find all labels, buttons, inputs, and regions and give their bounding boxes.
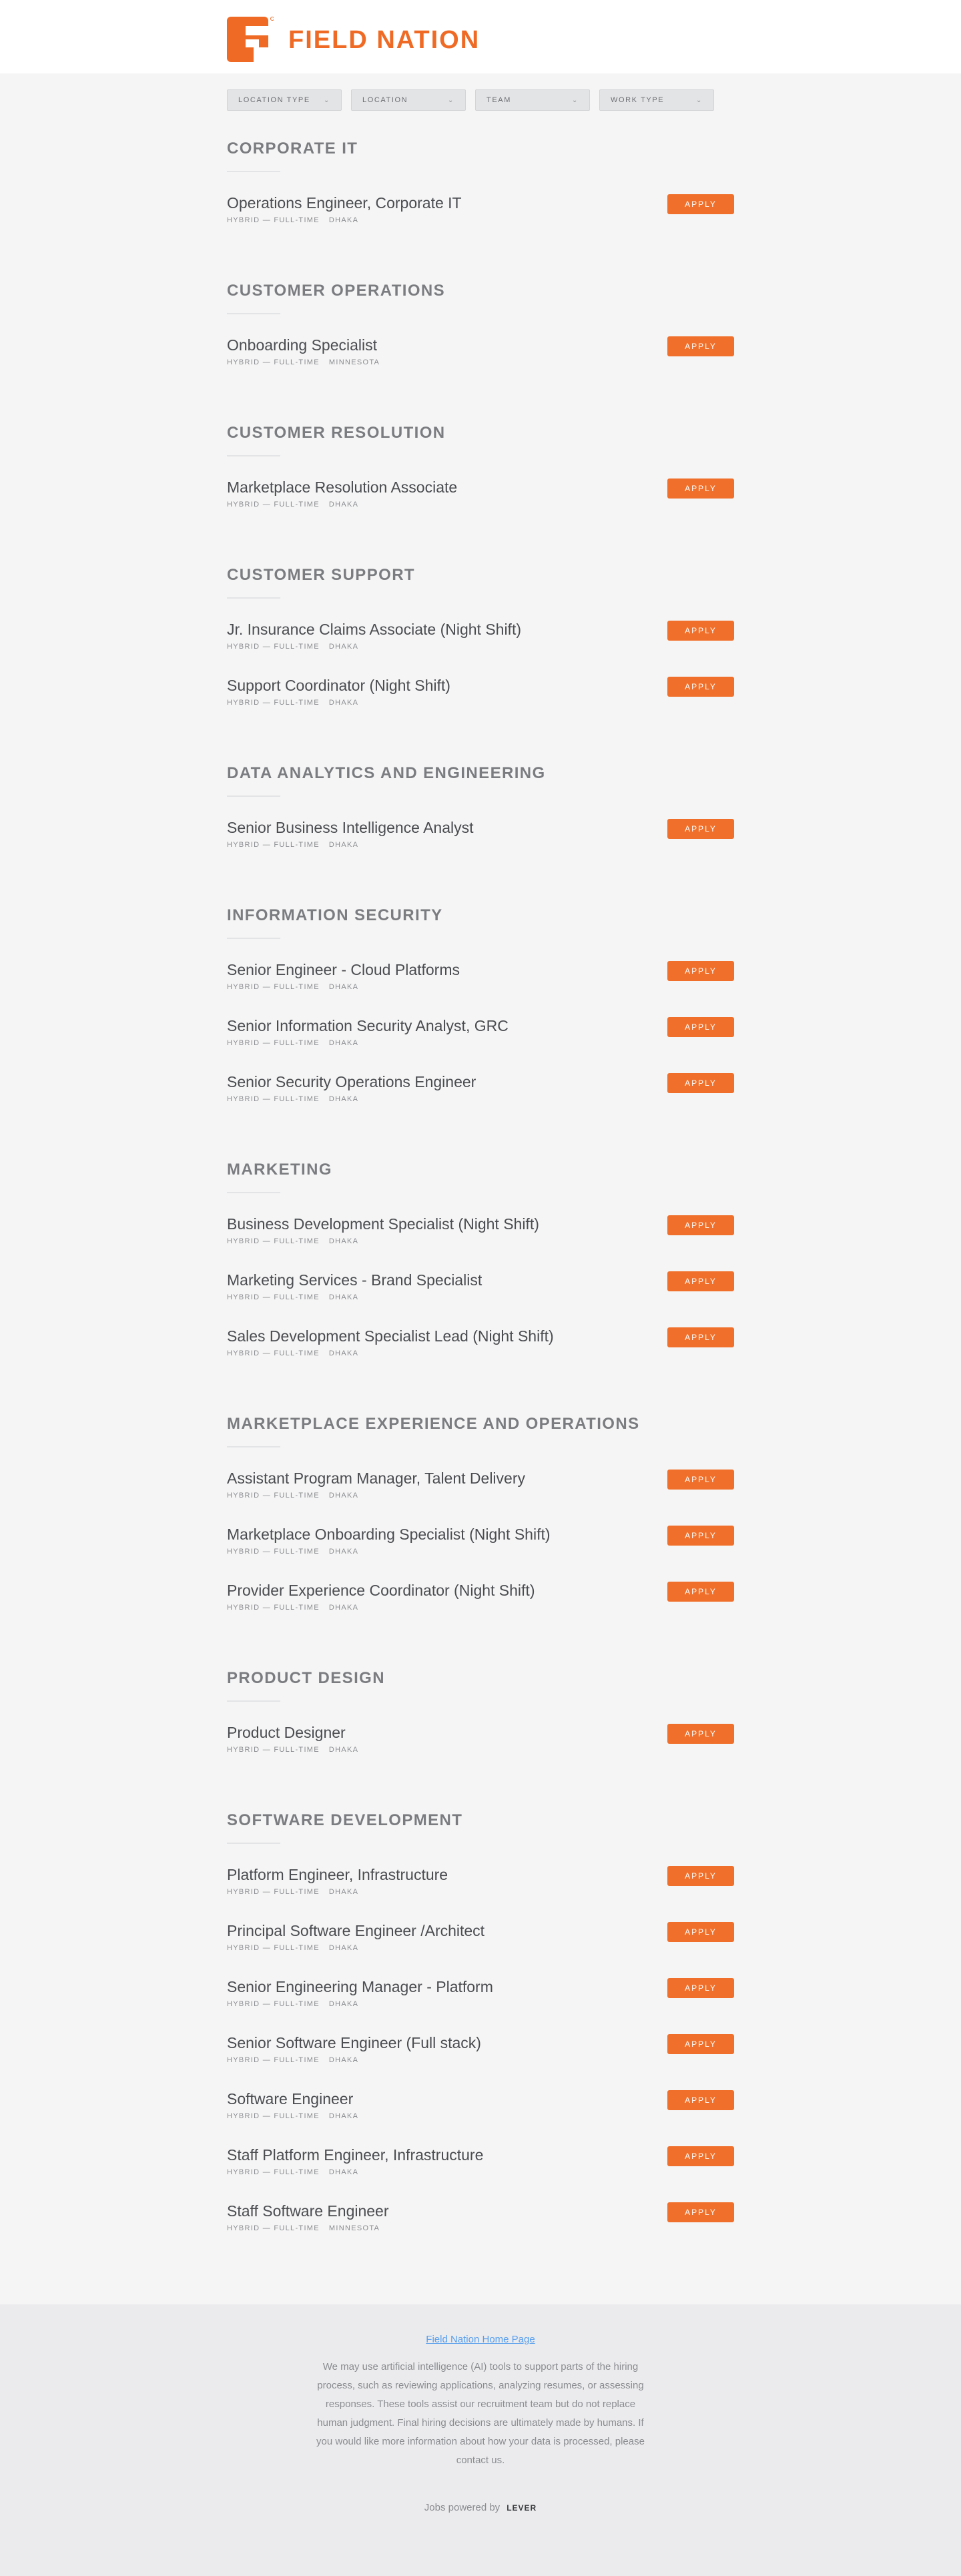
posting [227, 1072, 734, 1128]
apply-button[interactable]: APPLY [667, 1271, 734, 1291]
posting-meta [227, 1293, 734, 1301]
posting [227, 1468, 734, 1524]
posting [227, 1977, 734, 2033]
group-divider [227, 1446, 280, 1447]
filter-label: TEAM [487, 96, 511, 104]
posting [227, 818, 734, 874]
posting-location: MINNESOTA [328, 358, 380, 366]
filter-location[interactable] [351, 89, 466, 111]
posting-meta [227, 2168, 734, 2176]
posting-meta [227, 1492, 734, 1500]
group-spacer [227, 391, 734, 411]
posting-commitment: HYBRID — FULL-TIME [227, 2224, 320, 2232]
posting-commitment: HYBRID — FULL-TIME [227, 2112, 320, 2120]
posting-commitment: HYBRID — FULL-TIME [227, 2000, 320, 2008]
posting-title[interactable]: Marketing Services - Brand Specialist [227, 1271, 483, 1289]
group-title: SOFTWARE DEVELOPMENT [227, 1811, 463, 1829]
apply-button[interactable]: APPLY [667, 2202, 734, 2222]
apply-button[interactable]: APPLY [667, 1017, 734, 1037]
apply-button[interactable]: APPLY [667, 1866, 734, 1886]
posting [227, 1326, 734, 1382]
group-spacer [227, 249, 734, 269]
apply-button[interactable]: APPLY [667, 1215, 734, 1235]
posting-meta [227, 2056, 734, 2064]
posting-location: DHAKA [328, 983, 359, 991]
group-divider [227, 597, 280, 599]
powered-by-label: Jobs powered by [424, 2502, 501, 2513]
lever-logo[interactable]: LEVER [507, 2503, 537, 2513]
posting-group [227, 1414, 734, 1656]
posting-meta [227, 1888, 734, 1896]
powered-by [0, 2502, 961, 2513]
posting-title[interactable]: Marketplace Resolution Associate [227, 478, 458, 496]
posting-title[interactable]: Principal Software Engineer /Architect [227, 1922, 485, 1939]
posting-group [227, 281, 734, 411]
group-title: CUSTOMER RESOLUTION [227, 424, 446, 442]
posting-group [227, 1160, 734, 1402]
posting-commitment: HYBRID — FULL-TIME [227, 699, 320, 707]
posting-group [227, 565, 734, 751]
filter-team[interactable] [475, 89, 590, 111]
posting-title[interactable]: Onboarding Specialist [227, 336, 378, 354]
posting-location: DHAKA [328, 643, 359, 651]
group-title: CORPORATE IT [227, 139, 358, 157]
posting [227, 1722, 734, 1779]
group-divider [227, 1843, 280, 1844]
posting-location: DHAKA [328, 1237, 359, 1245]
group-spacer [227, 1779, 734, 1799]
apply-button[interactable]: APPLY [667, 2146, 734, 2166]
apply-button[interactable]: APPLY [667, 1470, 734, 1490]
filter-bar [227, 89, 714, 111]
posting-commitment: HYBRID — FULL-TIME [227, 983, 320, 991]
posting-meta [227, 2000, 734, 2008]
posting-title[interactable]: Senior Software Engineer (Full stack) [227, 2034, 481, 2051]
posting-commitment: HYBRID — FULL-TIME [227, 2168, 320, 2176]
group-spacer [227, 533, 734, 553]
posting-commitment: HYBRID — FULL-TIME [227, 1039, 320, 1047]
apply-button[interactable]: APPLY [667, 1327, 734, 1347]
posting-commitment: HYBRID — FULL-TIME [227, 1746, 320, 1754]
group-title: MARKETPLACE EXPERIENCE AND OPERATIONS [227, 1415, 640, 1433]
filter-label: LOCATION TYPE [238, 96, 310, 104]
posting-commitment: HYBRID — FULL-TIME [227, 358, 320, 366]
group-title: CUSTOMER OPERATIONS [227, 282, 446, 300]
posting-location: DHAKA [328, 2168, 359, 2176]
posting-title[interactable]: Senior Business Intelligence Analyst [227, 819, 474, 836]
posting-title[interactable]: Product Designer [227, 1724, 346, 1741]
posting-commitment: HYBRID — FULL-TIME [227, 1944, 320, 1952]
posting [227, 1524, 734, 1580]
apply-button[interactable]: APPLY [667, 1073, 734, 1093]
posting-meta [227, 643, 734, 651]
posting-meta [227, 358, 734, 366]
chevron-down-icon: ⌄ [448, 96, 454, 104]
group-divider [227, 1700, 280, 1702]
posting-meta [227, 841, 734, 849]
group-divider [227, 938, 280, 939]
posting-commitment: HYBRID — FULL-TIME [227, 1548, 320, 1556]
group-spacer [227, 2257, 734, 2277]
ai-notice: We may use artificial intelligence (AI) tools to support parts of the hiring process, such as reviewing applications, analyzing resumes, or assessing responses. These tools assist our recruitment team but do not replace human judgment. Final hiring decisions are ultimately made by humans. If you would like more information about how your data is processed, please contact us. [316, 2361, 645, 2466]
posting-meta [227, 699, 734, 707]
posting-location: MINNESOTA [328, 2224, 380, 2232]
posting [227, 335, 734, 391]
posting-location: DHAKA [328, 1548, 359, 1556]
apply-button[interactable]: APPLY [667, 961, 734, 981]
posting-commitment: HYBRID — FULL-TIME [227, 1604, 320, 1612]
apply-button[interactable]: APPLY [667, 1724, 734, 1744]
apply-button[interactable]: APPLY [667, 336, 734, 356]
filter-location-type[interactable] [227, 89, 342, 111]
posting [227, 2033, 734, 2089]
group-title: PRODUCT DESIGN [227, 1669, 385, 1687]
posting-commitment: HYBRID — FULL-TIME [227, 1237, 320, 1245]
posting [227, 2089, 734, 2145]
posting-group [227, 139, 734, 269]
group-divider [227, 171, 280, 172]
posting [227, 1016, 734, 1072]
posting-commitment: HYBRID — FULL-TIME [227, 643, 320, 651]
posting [227, 1921, 734, 1977]
posting-location: DHAKA [328, 501, 359, 509]
posting-title[interactable]: Support Coordinator (Night Shift) [227, 677, 450, 694]
posting-location: DHAKA [328, 1888, 359, 1896]
posting [227, 1580, 734, 1636]
posting-group [227, 763, 734, 894]
posting-commitment: HYBRID — FULL-TIME [227, 2056, 320, 2064]
group-title: MARKETING [227, 1161, 332, 1179]
group-title: CUSTOMER SUPPORT [227, 566, 415, 584]
posting-title[interactable]: Staff Platform Engineer, Infrastructure [227, 2146, 484, 2164]
group-spacer [227, 1636, 734, 1656]
apply-button[interactable]: APPLY [667, 677, 734, 697]
posting [227, 2145, 734, 2201]
filter-label: WORK TYPE [611, 96, 665, 104]
posting-meta [227, 1746, 734, 1754]
group-divider [227, 313, 280, 314]
posting [227, 2201, 734, 2257]
posting-location: DHAKA [328, 1604, 359, 1612]
posting-meta [227, 1095, 734, 1103]
posting-title[interactable]: Sales Development Specialist Lead (Night Shift) [227, 1327, 554, 1345]
posting-meta [227, 1944, 734, 1952]
posting-group [227, 1811, 734, 2277]
apply-button[interactable]: APPLY [667, 478, 734, 499]
posting-title[interactable]: Senior Engineering Manager - Platform [227, 1978, 493, 1995]
group-spacer [227, 731, 734, 751]
posting-title[interactable]: Senior Information Security Analyst, GRC [227, 1017, 509, 1034]
apply-button[interactable]: APPLY [667, 1582, 734, 1602]
posting-meta [227, 216, 734, 224]
posting-location: DHAKA [328, 1095, 359, 1103]
apply-button[interactable]: APPLY [667, 1526, 734, 1546]
posting [227, 193, 734, 249]
posting-commitment: HYBRID — FULL-TIME [227, 841, 320, 849]
posting-location: DHAKA [328, 1293, 359, 1301]
posting [227, 1214, 734, 1270]
group-title: DATA ANALYTICS AND ENGINEERING [227, 764, 546, 782]
page-footer [0, 2304, 961, 2576]
posting-location: DHAKA [328, 699, 359, 707]
posting-location: DHAKA [328, 1039, 359, 1047]
posting-meta [227, 501, 734, 509]
posting [227, 960, 734, 1016]
posting-group [227, 906, 734, 1148]
posting-meta [227, 1237, 734, 1245]
group-spacer [227, 1128, 734, 1148]
group-spacer [227, 874, 734, 894]
posting-meta [227, 2224, 734, 2232]
posting-commitment: HYBRID — FULL-TIME [227, 501, 320, 509]
posting-meta [227, 1349, 734, 1357]
posting-location: DHAKA [328, 2056, 359, 2064]
posting-title[interactable]: Staff Software Engineer [227, 2202, 389, 2220]
group-spacer [227, 1382, 734, 1402]
posting [227, 477, 734, 533]
posting [227, 1865, 734, 1921]
posting-title[interactable]: Marketplace Onboarding Specialist (Night Shift) [227, 1526, 551, 1543]
chevron-down-icon: ⌄ [572, 96, 579, 104]
posting-commitment: HYBRID — FULL-TIME [227, 216, 320, 224]
posting-meta [227, 1548, 734, 1556]
posting-meta [227, 1039, 734, 1047]
posting-title[interactable]: Platform Engineer, Infrastructure [227, 1866, 448, 1883]
posting-location: DHAKA [328, 2112, 359, 2120]
posting-location: DHAKA [328, 841, 359, 849]
apply-button[interactable]: APPLY [667, 1922, 734, 1942]
home-page-link[interactable]: Field Nation Home Page [426, 2334, 535, 2345]
posting-title[interactable]: Assistant Program Manager, Talent Delivery [227, 1470, 525, 1487]
apply-button[interactable]: APPLY [667, 819, 734, 839]
posting [227, 619, 734, 675]
posting-title[interactable]: Operations Engineer, Corporate IT [227, 194, 462, 212]
posting-location: DHAKA [328, 2000, 359, 2008]
posting-location: DHAKA [328, 216, 359, 224]
posting-title[interactable]: Jr. Insurance Claims Associate (Night Shift) [227, 621, 521, 638]
group-title: INFORMATION SECURITY [227, 906, 443, 924]
apply-button[interactable]: APPLY [667, 194, 734, 214]
chevron-down-icon: ⌄ [696, 96, 703, 104]
posting [227, 1270, 734, 1326]
logo[interactable] [227, 17, 480, 63]
posting-title[interactable]: Provider Experience Coordinator (Night Shift) [227, 1582, 535, 1599]
posting-title[interactable]: Senior Security Operations Engineer [227, 1073, 476, 1090]
posting-meta [227, 983, 734, 991]
posting-commitment: HYBRID — FULL-TIME [227, 1888, 320, 1896]
posting-location: DHAKA [328, 1349, 359, 1357]
postings-list [227, 127, 734, 2277]
brand-name: FIELD NATION [288, 25, 480, 54]
posting-title[interactable]: Senior Engineer - Cloud Platforms [227, 961, 460, 978]
apply-button[interactable]: APPLY [667, 2090, 734, 2110]
filter-work-type[interactable] [599, 89, 714, 111]
field-nation-logo-icon [227, 17, 274, 63]
filter-label: LOCATION [362, 96, 408, 104]
posting-title[interactable]: Software Engineer [227, 2090, 354, 2108]
posting-location: DHAKA [328, 1492, 359, 1500]
group-divider [227, 795, 280, 797]
apply-button[interactable]: APPLY [667, 1978, 734, 1998]
posting-title[interactable]: Business Development Specialist (Night Shift) [227, 1215, 539, 1233]
apply-button[interactable]: APPLY [667, 621, 734, 641]
posting-group [227, 423, 734, 553]
group-divider [227, 455, 280, 456]
posting-meta [227, 1604, 734, 1612]
apply-button[interactable]: APPLY [667, 2034, 734, 2054]
posting-meta [227, 2112, 734, 2120]
posting-commitment: HYBRID — FULL-TIME [227, 1293, 320, 1301]
posting [227, 675, 734, 731]
posting-location: DHAKA [328, 1944, 359, 1952]
group-divider [227, 1192, 280, 1193]
chevron-down-icon: ⌄ [324, 96, 330, 104]
site-header [0, 0, 961, 73]
posting-location: DHAKA [328, 1746, 359, 1754]
posting-commitment: HYBRID — FULL-TIME [227, 1095, 320, 1103]
posting-commitment: HYBRID — FULL-TIME [227, 1492, 320, 1500]
posting-commitment: HYBRID — FULL-TIME [227, 1349, 320, 1357]
posting-group [227, 1668, 734, 1799]
